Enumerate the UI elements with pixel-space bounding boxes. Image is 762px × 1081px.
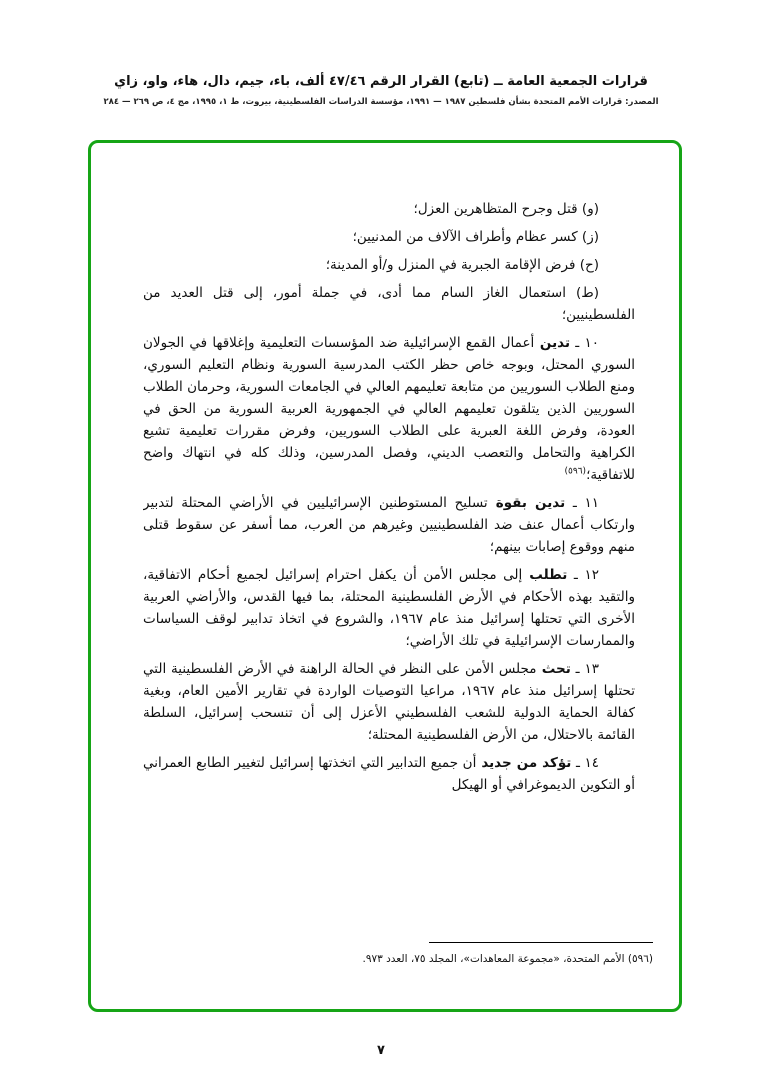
paragraph-text: كسر عظام وأطراف الآلاف من المدنيين؛ [352, 229, 578, 245]
content-box [88, 140, 682, 1012]
paragraph-emphasis: تؤكد من جديد [476, 755, 572, 771]
footnote-text: (٥٩٦) الأمم المتحدة، «مجموعة المعاهدات»، المجلد ٧٥، العدد ٩٧٣. [362, 953, 653, 965]
paragraph-text: قتل وجرح المتظاهرين العزل؛ [413, 201, 578, 217]
paragraph-text: إلى مجلس الأمن أن يكفل احترام إسرائيل لجميع أحكام الاتفاقية، والتقيد بهذه الأحكام في الأرض الفلسطينية المحتلة، بما فيها القدس، والأراضي العربية الأخرى التي تحتلها إسرائيل منذ عام ١٩٦٧، والشروع في اتخاذ تدابير لوقف السياسات والممارسات الإسرائيلية في تلك الأراضي؛ [143, 567, 635, 649]
paragraph-marker: (ح) [575, 257, 599, 273]
paragraph [143, 658, 635, 746]
footnote-reference: (٥٩٦) [564, 466, 587, 477]
paragraph-marker: ١١ ـ [565, 495, 599, 511]
page-number: ٧ [377, 1043, 385, 1058]
paragraph [143, 564, 635, 652]
paragraph-text: استعمال الغاز السام مما أدى، في جملة أمور، إلى قتل العديد من الفلسطينيين؛ [143, 285, 635, 323]
paragraph-marker: ١٢ ـ [567, 567, 600, 583]
document-title: قرارات الجمعية العامة ــ (تابع) القرار الرقم ٤٧/٤٦ ألف، باء، جيم، دال، هاء، واو، زاي [114, 74, 648, 89]
paragraph-text: تسليح المستوطنين الإسرائيليين في الأراضي المحتلة لتدبير وارتكاب أعمال عنف ضد الفلسطينيين وغيرهم من العرب، مما أسفر عن سقوط قتلى منهم ووقوع إصابات بينهم؛ [143, 495, 635, 555]
paragraph-emphasis: تطلب [522, 567, 568, 583]
paragraph-marker: (و) [577, 201, 599, 217]
paragraph-marker: ١٠ ـ [570, 335, 599, 351]
paragraph-emphasis: تدين بقوة [487, 495, 566, 511]
paragraph-text: أعمال القمع الإسرائيلية ضد المؤسسات التعليمية وإغلاقها في الجولان السوري المحتل، وبوجه خاص حظر الكتب المدرسية السورية ونظام التعليم السوري، ومنع الطلاب السوريين من متابعة تعليمهم العالي في الجامعات السورية، وحرمان الطلاب السوريين الذين يتلقون تعليمهم العالي في الجمهورية العربية السورية من الحق في العودة، وفرض اللغة العبرية على الطلاب السوريين، وفرض مقررات تعليمية تشيع الكراهية والتحامل والتعصب الديني، وفصل المدرسين، وذلك كله في انتهاك واضح للاتفاقية؛ [143, 335, 635, 483]
paragraph [143, 254, 635, 276]
paragraph-marker: (ط) [565, 285, 599, 301]
paragraph [143, 492, 635, 558]
resolution-text [143, 198, 635, 928]
paragraph-text: مجلس الأمن على النظر في الحالة الراهنة في الأرض الفلسطينية التي تحتلها إسرائيل منذ عام ١٩٦٧، مراعيا التوصيات الواردة في تقارير الأمين العام، وبغية كفالة الحماية الدولية للشعب الفلسطيني الأعزل إلى أن تنسحب إسرائيل، السلطة القائمة بالاحتلال، من الأرض الفلسطينية المحتلة؛ [143, 661, 635, 743]
paragraph [143, 198, 635, 220]
paragraph-emphasis: تحث [536, 661, 571, 677]
source-line: المصدر: قرارات الأمم المتحدة بشأن فلسطين ١٩٨٧ — ١٩٩١، مؤسسة الدراسات الفلسطينية، بيروت، ط ١، ١٩٩٥، مج ٤، ص ٢٦٩ — ٢٨٤ [103, 97, 659, 107]
paragraph-text: أن جميع التدابير التي اتخذتها إسرائيل لتغيير الطابع العمراني أو التكوين الديموغرافي أو الهيكل [143, 755, 635, 793]
paragraph [143, 226, 635, 248]
footnote-divider [429, 942, 653, 943]
paragraph [143, 332, 635, 486]
paragraph-marker: (ز) [577, 229, 599, 245]
paragraph-emphasis: تدين [534, 335, 571, 351]
paragraph-text: فرض الإقامة الجبرية في المنزل و/أو المدينة؛ [325, 257, 576, 273]
paragraph [143, 282, 635, 326]
paragraph-marker: ١٤ ـ [571, 755, 599, 771]
paragraph [143, 752, 635, 796]
page-header [0, 74, 762, 107]
paragraph-marker: ١٣ ـ [570, 661, 599, 677]
